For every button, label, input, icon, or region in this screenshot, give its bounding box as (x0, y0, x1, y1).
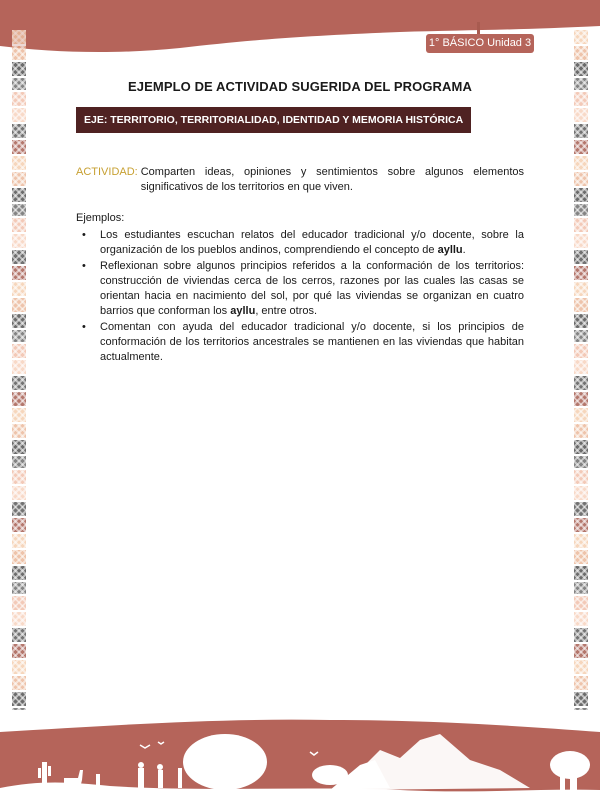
bullet-icon: • (82, 229, 86, 241)
term-ayllu: ayllu (230, 305, 256, 317)
unit-badge: 1° BÁSICO Unidad 3 (426, 34, 534, 53)
eje-heading: EJE: TERRITORIO, TERRITORIALIDAD, IDENTIDAD Y MEMORIA HISTÓRICA (76, 107, 471, 133)
list-item: • Los estudiantes escuchan relatos del educador tradicional y/o docente, sobre la organización de los pueblos andinos, comprendiendo el concepto de ayllu. (82, 229, 524, 256)
bottom-landscape-banner (0, 670, 600, 800)
term-ayllu: ayllu (437, 244, 463, 256)
right-textile-border (574, 30, 588, 710)
activity-label: ACTIVIDAD: (76, 166, 138, 178)
bullet-icon: • (82, 260, 86, 272)
activity-text: Comparten ideas, opiniones y sentimientos sobre algunos elementos significativos de los territorios en que viven. (140, 166, 524, 193)
examples-list (76, 228, 524, 365)
left-textile-border (12, 30, 26, 710)
list-item: • Reflexionan sobre algunos principios referidos a la conformación de los territorios: construcción de viviendas cerca de los cerros, razones por las cuales las casas se orientan hacia en nacimiento del sol, por qué las viviendas se organizan en cuatro barrios que conforman los ayllu, entre otros. (82, 260, 524, 317)
examples-label: Ejemplos: (76, 212, 125, 224)
activity-content (76, 165, 524, 366)
list-item: • Comentan con ayuda del educador tradicional y/o docente, si los principios de conformación de los territorios ancestrales se mantienen en las viviendas que habitan actualmente. (82, 321, 524, 363)
bullet-icon: • (82, 321, 86, 333)
activity-block (76, 165, 524, 195)
page-title: EJEMPLO DE ACTIVIDAD SUGERIDA DEL PROGRAMA (128, 79, 472, 94)
